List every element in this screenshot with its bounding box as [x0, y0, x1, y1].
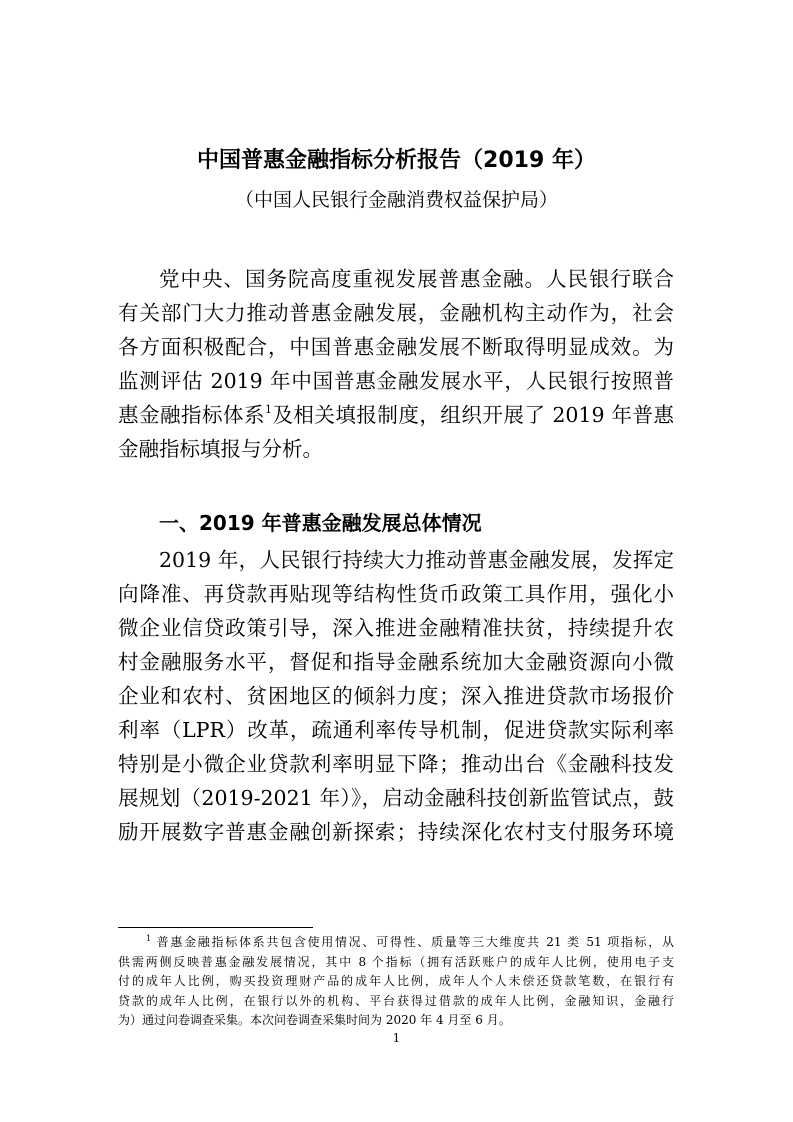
- paragraph-line: 各方面积极配合，中国普惠金融发展不断取得明显成效。为: [118, 335, 674, 359]
- footnote-line: 为）通过问卷调查采集。本次问卷调查采集时间为 2020 年 4 月至 6 月。: [118, 1013, 511, 1027]
- paragraph-line: 金融指标填报与分析。: [118, 437, 323, 461]
- document-title: 中国普惠金融指标分析报告（2019 年）: [197, 148, 596, 173]
- footnote-separator: [118, 927, 313, 928]
- footnote-line: [118, 933, 674, 953]
- paragraph-line-part: 及相关填报制度，组织开展了 2019 年普惠: [271, 403, 675, 427]
- footnote-marker: 1: [146, 934, 152, 943]
- document-subtitle: （中国人民银行金融消费权益保护局）: [234, 189, 558, 211]
- section-paragraph: [118, 543, 674, 849]
- section-heading: 一、2019 年普惠金融发展总体情况: [159, 511, 482, 535]
- footnote-reference[interactable]: 1: [264, 403, 272, 416]
- paragraph-line: 企业和农村、贫困地区的倾斜力度；深入推进贷款市场报价: [118, 684, 674, 708]
- footnote: [118, 933, 674, 1031]
- page-number: 1: [392, 1031, 401, 1045]
- paragraph-line: 向降准、再贷款再贴现等结构性货币政策工具作用，强化小: [118, 582, 674, 606]
- paragraph-line: 村金融服务水平，督促和指导金融系统加大金融资源向小微: [118, 650, 674, 674]
- footnote-line-text: 普惠金融指标体系共包含使用情况、可得性、质量等三大维度共 21 类 51 项指标，从: [156, 935, 674, 949]
- paragraph-line: 监测评估 2019 年中国普惠金融发展水平，人民银行按照普: [118, 369, 674, 393]
- footnote-line: 贷款的成年人比例，在银行以外的机构、平台获得过借款的成年人比例，金融知识，金融行: [118, 993, 674, 1008]
- paragraph-line: 特别是小微企业贷款利率明显下降；推动出台《金融科技发: [118, 752, 674, 776]
- paragraph-line: 励开展数字普惠金融创新探索；持续深化农村支付服务环境: [118, 820, 674, 844]
- paragraph-line: 微企业信贷政策引导，深入推进金融精准扶贫，持续提升农: [118, 616, 674, 640]
- paragraph-line: 2019 年，人民银行持续大力推动普惠金融发展，发挥定: [159, 548, 674, 572]
- paragraph-line: [118, 398, 674, 432]
- footnote-line: 供需两侧反映普惠金融发展情况，其中 8 个指标（拥有活跃账户的成年人比例，使用电子支: [118, 954, 674, 969]
- paragraph-line: 有关部门大力推动普惠金融发展，金融机构主动作为，社会: [118, 301, 674, 325]
- intro-paragraph: [118, 262, 674, 466]
- paragraph-line: 党中央、国务院高度重视发展普惠金融。人民银行联合: [159, 267, 674, 291]
- footnote-line: 付的成年人比例，购买投资理财产品的成年人比例，成年人个人未偿还贷款笔数，在银行有: [118, 974, 674, 988]
- paragraph-line: 利率（LPR）改革，疏通利率传导机制，促进贷款实际利率: [118, 718, 674, 742]
- paragraph-line: 展规划（2019-2021 年）》，启动金融科技创新监管试点，鼓: [118, 786, 674, 810]
- paragraph-line-part: 惠金融指标体系: [118, 403, 265, 427]
